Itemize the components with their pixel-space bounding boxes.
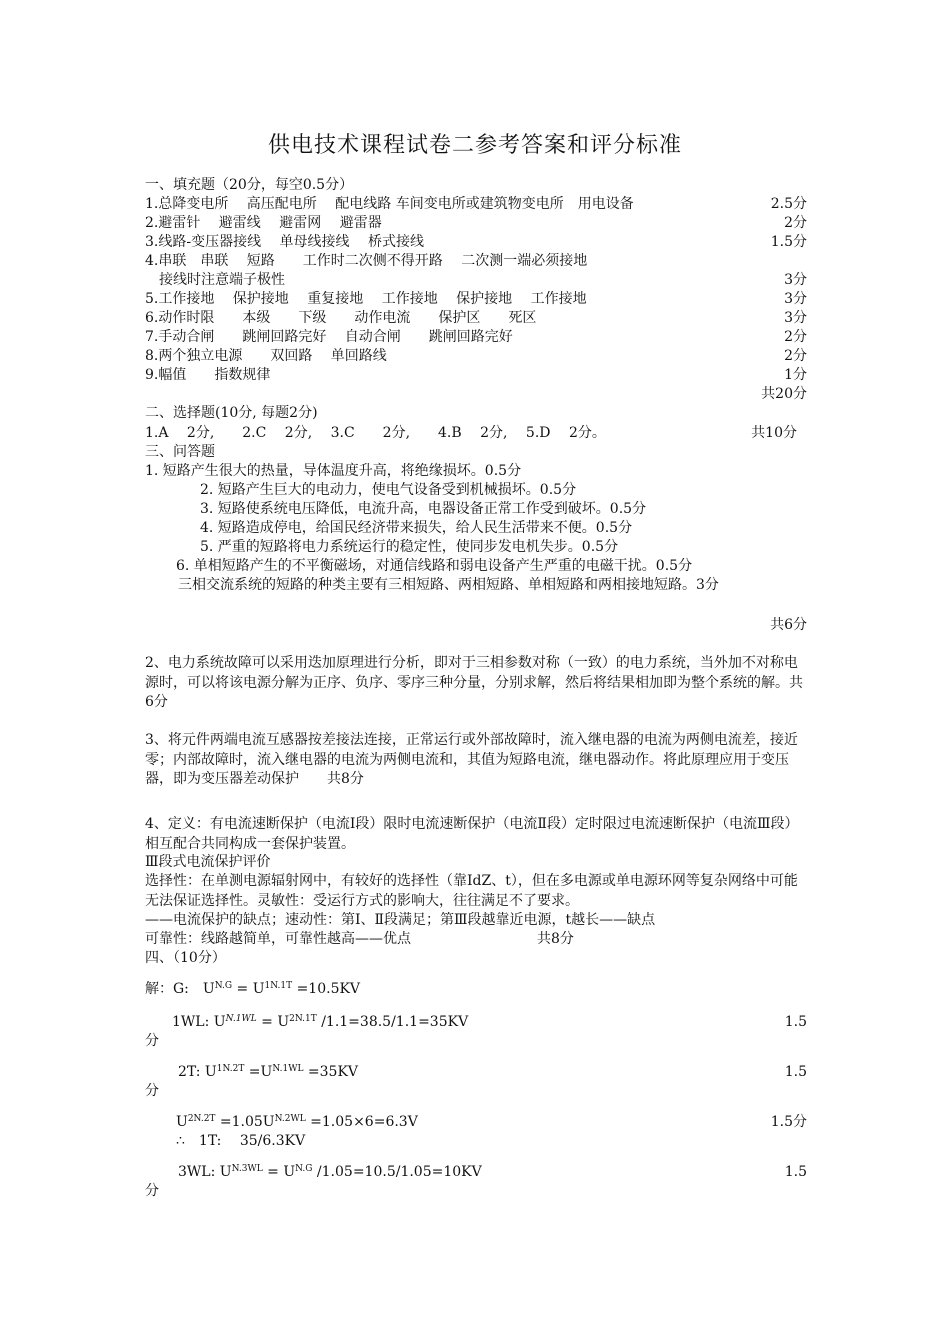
q1-summary: 三相交流系统的短路的种类主要有三相短路、两相短路、单相短路和两相接地短路。3分 bbox=[178, 577, 719, 593]
score: 2分 bbox=[784, 329, 807, 345]
section-3-heading: 三、问答题 bbox=[145, 444, 215, 460]
answer-text: 1.A 2分, 2.C 2分, 3.C 2分, 4.B 2分, 5.D 2分。 bbox=[145, 425, 606, 441]
answer-text: 7.手动合闸 跳闸回路完好 自动合闸 跳闸回路完好 bbox=[145, 329, 513, 345]
calc-2t: 2T: $U^{1N.2T} =U^{N.1WL} =35KV$ 1.5 bbox=[178, 1064, 807, 1080]
score: 2分 bbox=[784, 348, 807, 364]
calc-1wl: 1WL: $U^{N.1WL} = U^{2N.1T}$ /1.1=38.5/1.1=35KV 1.5 bbox=[172, 1014, 807, 1030]
section-1-heading: 一、填充题（20分，每空0.5分） bbox=[145, 177, 354, 193]
fill-answer-8 bbox=[145, 347, 807, 366]
section-4-heading: 四、（10分） bbox=[145, 950, 226, 966]
calc-u2n2t: $U^{2N.2T} =1.05U^{N.2WL} =1.05\times 6=6.3V$ 1.5分 bbox=[176, 1114, 807, 1130]
answer-text: 1.总降变电所 高压配电所 配电线路 车间变电所或建筑物变电所 用电设备 bbox=[145, 196, 634, 212]
calc-1wl-score-unit: 分 bbox=[145, 1033, 159, 1049]
q1-point-6: 6. 单相短路产生的不平衡磁场，对通信线路和弱电设备产生严重的电磁干扰。0.5分 bbox=[176, 558, 693, 574]
score: 3分 bbox=[784, 291, 807, 307]
calc-3wl: 3WL: $U^{N.3WL} = U^{N.G}$ /1.05=10.5/1.05=10KV 1.5 bbox=[178, 1164, 807, 1180]
answer-text: 5.工作接地 保护接地 重复接地 工作接地 保护接地 工作接地 bbox=[145, 291, 587, 307]
answer-text: 9.幅值 指数规律 bbox=[145, 367, 271, 383]
q1-point-2: 2. 短路产生巨大的电动力，使电气设备受到机械损坏。0.5分 bbox=[200, 482, 577, 498]
score: 2.5分 bbox=[770, 196, 807, 212]
q1-point-5: 5. 严重的短路将电力系统运行的稳定性，使同步发电机失步。0.5分 bbox=[200, 539, 619, 555]
q1-point-4: 4. 短路造成停电，给国民经济带来损失，给人民生活带来不便。0.5分 bbox=[200, 520, 633, 536]
score: 3分 bbox=[784, 272, 807, 288]
section-2-heading: 二、选择题(10分, 每题2分) bbox=[145, 405, 318, 421]
q3-answer: 3、将元件两端电流互感器按差接法连接，正常运行或外部故障时，流入继电器的电流为两侧电流差，接近零；内部故障时，流入继电器的电流为两侧电流和，其值为短路电流，继电器动作。将此原理应用于变压器，即为变压器差动保护 共8分 bbox=[145, 732, 798, 787]
q4-reliability: 可靠性：线路越简单，可靠性越高——优点 共8分 bbox=[145, 931, 574, 947]
fill-answer-4: 4.串联 串联 短路 工作时二次侧不得开路 二次测一端必须接地 bbox=[145, 253, 588, 269]
calc-2t-score-unit: 分 bbox=[145, 1083, 159, 1099]
fill-answer-3 bbox=[145, 233, 807, 252]
answer-text: 接线时注意端子极性 bbox=[145, 272, 285, 288]
score: 1.5分 bbox=[770, 234, 807, 250]
answer-text: 8.两个独立电源 双回路 单回路线 bbox=[145, 348, 387, 364]
score: 1.5 bbox=[784, 1064, 807, 1080]
answer-text: 6.动作时限 本级 下级 动作电流 保护区 死区 bbox=[145, 310, 537, 326]
q1-point-1: 1. 短路产生很大的热量，导体温度升高，将绝缘损坏。0.5分 bbox=[145, 463, 522, 479]
calc-1t: ∴ 1T: 35/6.3KV bbox=[176, 1133, 306, 1149]
q4-definition: 4、定义：有电流速断保护（电流Ⅰ段）限时电流速断保护（电流Ⅱ段）定时限过电流速断保护（电流Ⅲ段）相互配合共同构成一套保护装置。 bbox=[145, 816, 799, 852]
fill-answer-7 bbox=[145, 328, 807, 347]
fill-answer-2 bbox=[145, 214, 807, 233]
fill-answer-5 bbox=[145, 290, 807, 309]
answer-text: 3.线路-变压器接线 单母线接线 桥式接线 bbox=[145, 234, 424, 250]
choice-answers bbox=[145, 424, 807, 443]
score: 3分 bbox=[784, 310, 807, 326]
total-score: 共10分 bbox=[751, 425, 797, 441]
calc-3wl-score-unit: 分 bbox=[145, 1183, 159, 1199]
q4-selectivity: 选择性：在单测电源辐射网中，有较好的选择性（靠IdZ、t），但在多电源或单电源环网等复杂网络中可能无法保证选择性。灵敏性：受运行方式的影响大，往往满足不了要求。 bbox=[145, 873, 798, 909]
q2-answer: 2、电力系统故障可以采用迭加原理进行分析，即对于三相参数对称（一致）的电力系统，当外加不对称电源时，可以将该电源分解为正序、负序、零序三种分量，分别求解，然后将结果相加即为整个系统的解。共6分 bbox=[145, 655, 803, 710]
score: 1.5 bbox=[784, 1164, 807, 1180]
total-score: 共6分 bbox=[770, 617, 807, 633]
fill-answer-9 bbox=[145, 366, 807, 385]
q1-point-3: 3. 短路使系统电压降低，电流升高，电器设备正常工作受到破坏。0.5分 bbox=[200, 501, 647, 517]
calc-g: 解：G: $U^{N.G} = U^{1N.1T} =10.5KV$ bbox=[145, 981, 361, 997]
score: 2分 bbox=[784, 215, 807, 231]
q4-speed: ——电流保护的缺点；速动性：第Ⅰ、Ⅱ段满足；第Ⅲ段越靠近电源，t越长——缺点 bbox=[145, 912, 656, 928]
fill-answer-4-cont bbox=[145, 271, 807, 290]
total-score: 共20分 bbox=[761, 386, 807, 402]
score: 1分 bbox=[784, 367, 807, 383]
fill-answer-6 bbox=[145, 309, 807, 328]
page-title: 供电技术课程试卷二参考答案和评分标准 bbox=[267, 133, 682, 158]
q4-evaluation-heading: Ⅲ段式电流保护评价 bbox=[145, 854, 271, 870]
fill-answer-1 bbox=[145, 195, 807, 214]
score: 1.5分 bbox=[770, 1114, 807, 1130]
answer-text: 2.避雷针 避雷线 避雷网 避雷器 bbox=[145, 215, 382, 231]
score: 1.5 bbox=[784, 1014, 807, 1030]
